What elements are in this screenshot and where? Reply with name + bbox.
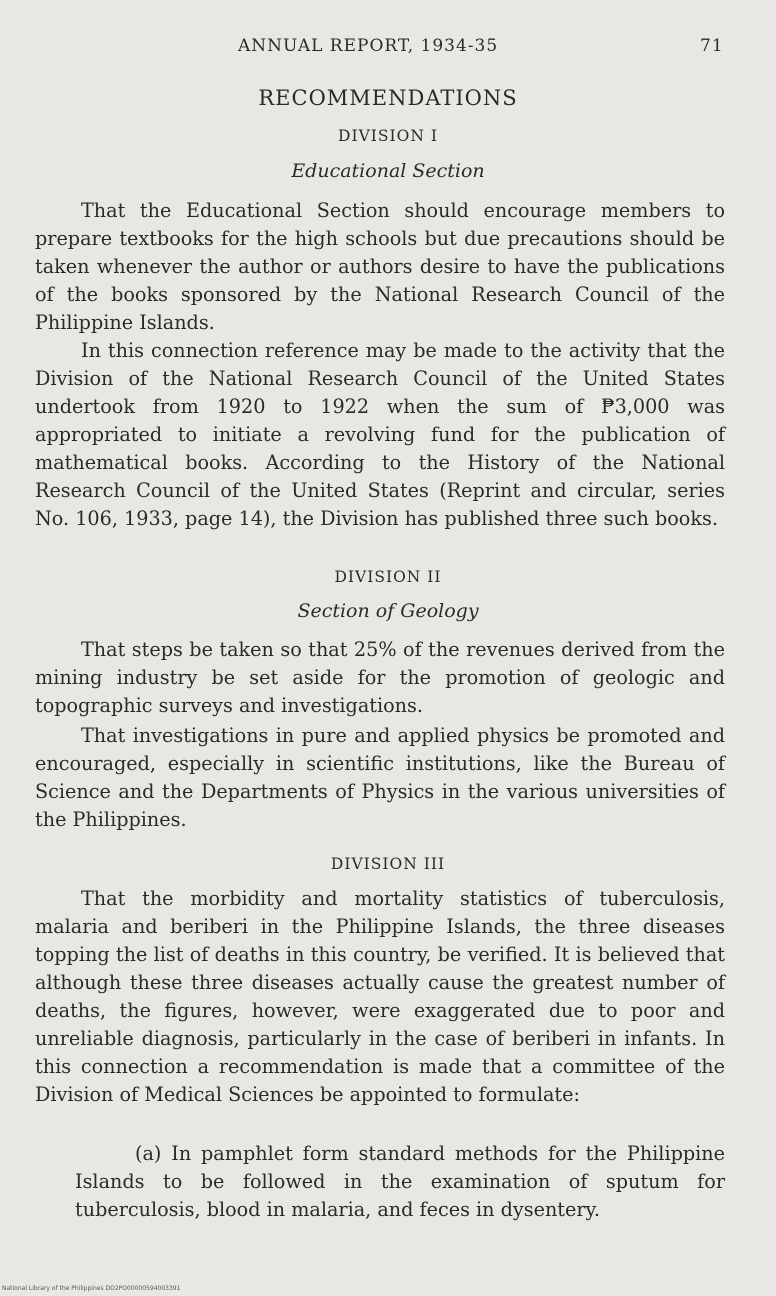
division-3-heading: DIVISION III — [330, 855, 446, 873]
division-1-paragraph-1: That the Educational Section should encourage members to prepare textbooks for the high schools but due precautions should be taken whenever the author or authors desire to have the publications of the books sponsored by the National Research Council of the Philippine Islands. — [35, 199, 725, 334]
division-3-item-a: (a) In pamphlet form standard methods for the Philippine Islands to be followed in the examination of sputum for tuberculosis, blood in malaria, and feces in dysentery. — [75, 1142, 725, 1221]
footer-stamp: National Library of the Philippines DO2PO00000594003391 — [2, 1285, 181, 1292]
division-1-heading: DIVISION I — [338, 127, 438, 145]
division-2-paragraph-2: That investigations in pure and applied physics be promoted and encouraged, especially in scientific institutions, like the Bureau of Science and the Departments of Physics in the various universities of the Philippines. — [35, 724, 725, 831]
educational-section-heading: Educational Section — [291, 160, 485, 182]
division-2-heading: DIVISION II — [334, 568, 442, 586]
division-3-paragraph-1: That the morbidity and mortality statistics of tuberculosis, malaria and beriberi in the Philippine Islands, the three diseases topping the list of deaths in this country, be verified. It is believed that although these three diseases actually cause the greatest number of deaths, the figures, however, were exaggerated due to poor and unreliable diagnosis, particularly in the case of beriberi in infants. In this connection a recommendation is made that a committee of the Division of Medical Sciences be appointed to formulate: — [35, 887, 725, 1106]
running-title: ANNUAL REPORT, 1934-35 — [238, 36, 499, 56]
recommendations-heading: RECOMMENDATIONS — [258, 86, 518, 110]
page-number: 71 — [700, 36, 724, 56]
geology-section-heading: Section of Geology — [297, 600, 479, 622]
division-1-paragraph-2: In this connection reference may be made to the activity that the Division of the National Research Council of the United States undertook from 1920 to 1922 when the sum of ₱3,000 was appropriated to initiate a revolving fund for the publication of mathematical books. According to the History of the National Research Council of the United States (Reprint and circular, series No. 106, 1933, page 14), the Division has published three such books. — [35, 339, 725, 530]
division-2-paragraph-1: That steps be taken so that 25% of the revenues derived from the mining industry be set aside for the promotion of geologic and topographic surveys and investigations. — [35, 638, 725, 717]
